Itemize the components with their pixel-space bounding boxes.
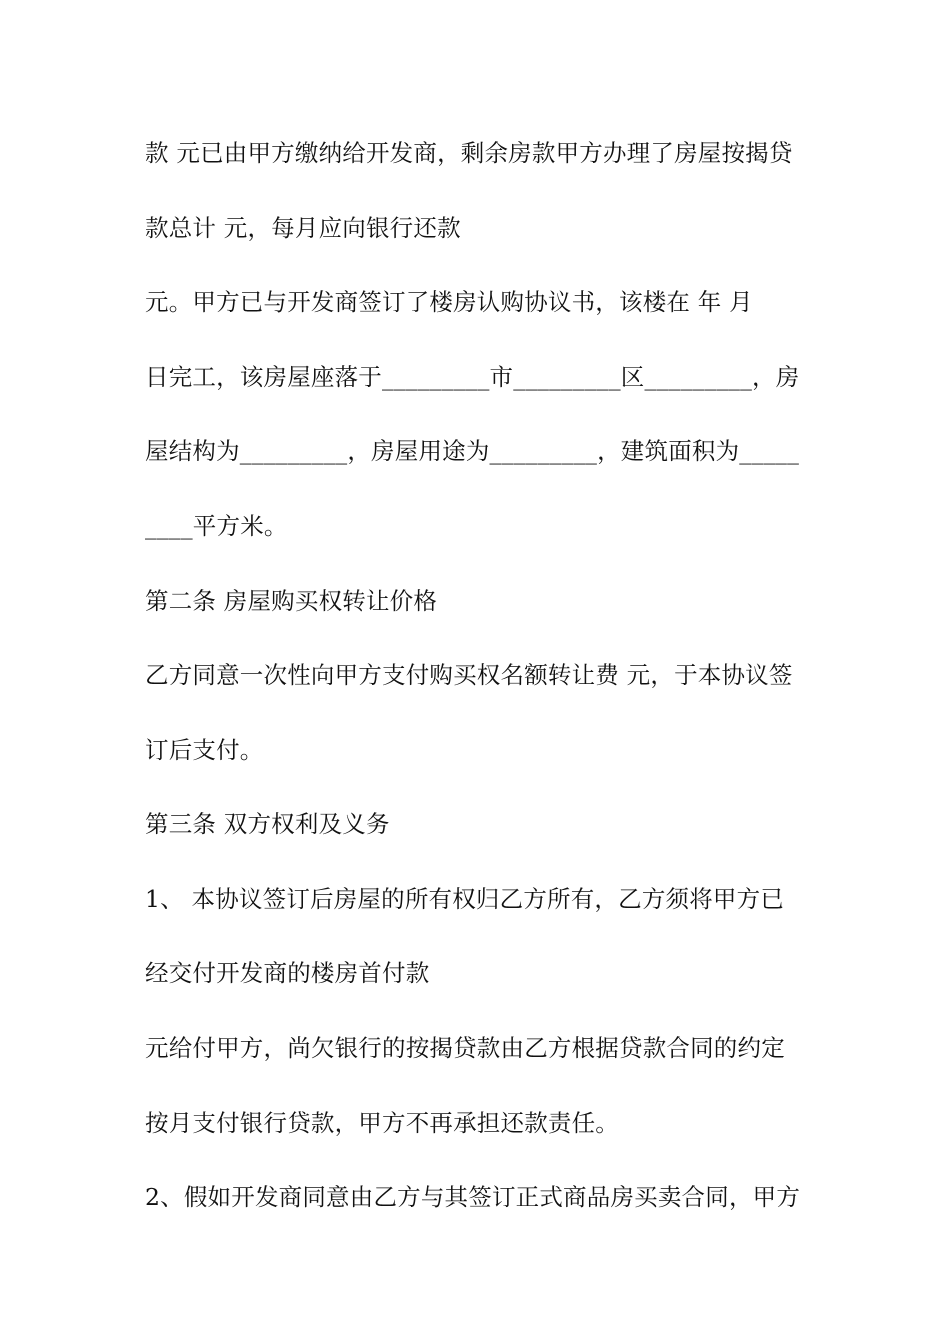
text-line-11: 1、 本协议签订后房屋的所有权归乙方所有，乙方须将甲方已 bbox=[145, 885, 785, 913]
text-line-12: 经交付开发商的楼房首付款 bbox=[145, 959, 430, 987]
text-line-13: 元给付甲方，尚欠银行的按揭贷款由乙方根据贷款合同的约定 bbox=[145, 1034, 785, 1062]
section-heading-article-3: 第三条 双方权利及义务 bbox=[145, 810, 390, 838]
text-line-9: 订后支付。 bbox=[145, 736, 264, 764]
text-line-4: 日完工，该房屋座落于_________市_________区_________，房 bbox=[145, 363, 800, 391]
section-heading-article-2: 第二条 房屋购买权转让价格 bbox=[145, 587, 438, 615]
text-line-5: 屋结构为_________，房屋用途为_________，建筑面积为_____ bbox=[145, 437, 800, 465]
text-line-1: 款 元已由甲方缴纳给开发商，剩余房款甲方办理了房屋按揭贷 bbox=[145, 139, 793, 167]
text-line-3: 元。甲方已与开发商签订了楼房认购协议书，该楼在 年 月 bbox=[145, 288, 753, 316]
text-line-14: 按月支付银行贷款，甲方不再承担还款责任。 bbox=[145, 1109, 619, 1137]
text-line-8: 乙方同意一次性向甲方支付购买权名额转让费 元，于本协议签 bbox=[145, 661, 793, 689]
text-line-2: 款总计 元，每月应向银行还款 bbox=[145, 214, 461, 242]
text-line-15: 2、假如开发商同意由乙方与其签订正式商品房买卖合同，甲方 bbox=[145, 1183, 801, 1211]
text-line-6: ____平方米。 bbox=[145, 512, 288, 540]
